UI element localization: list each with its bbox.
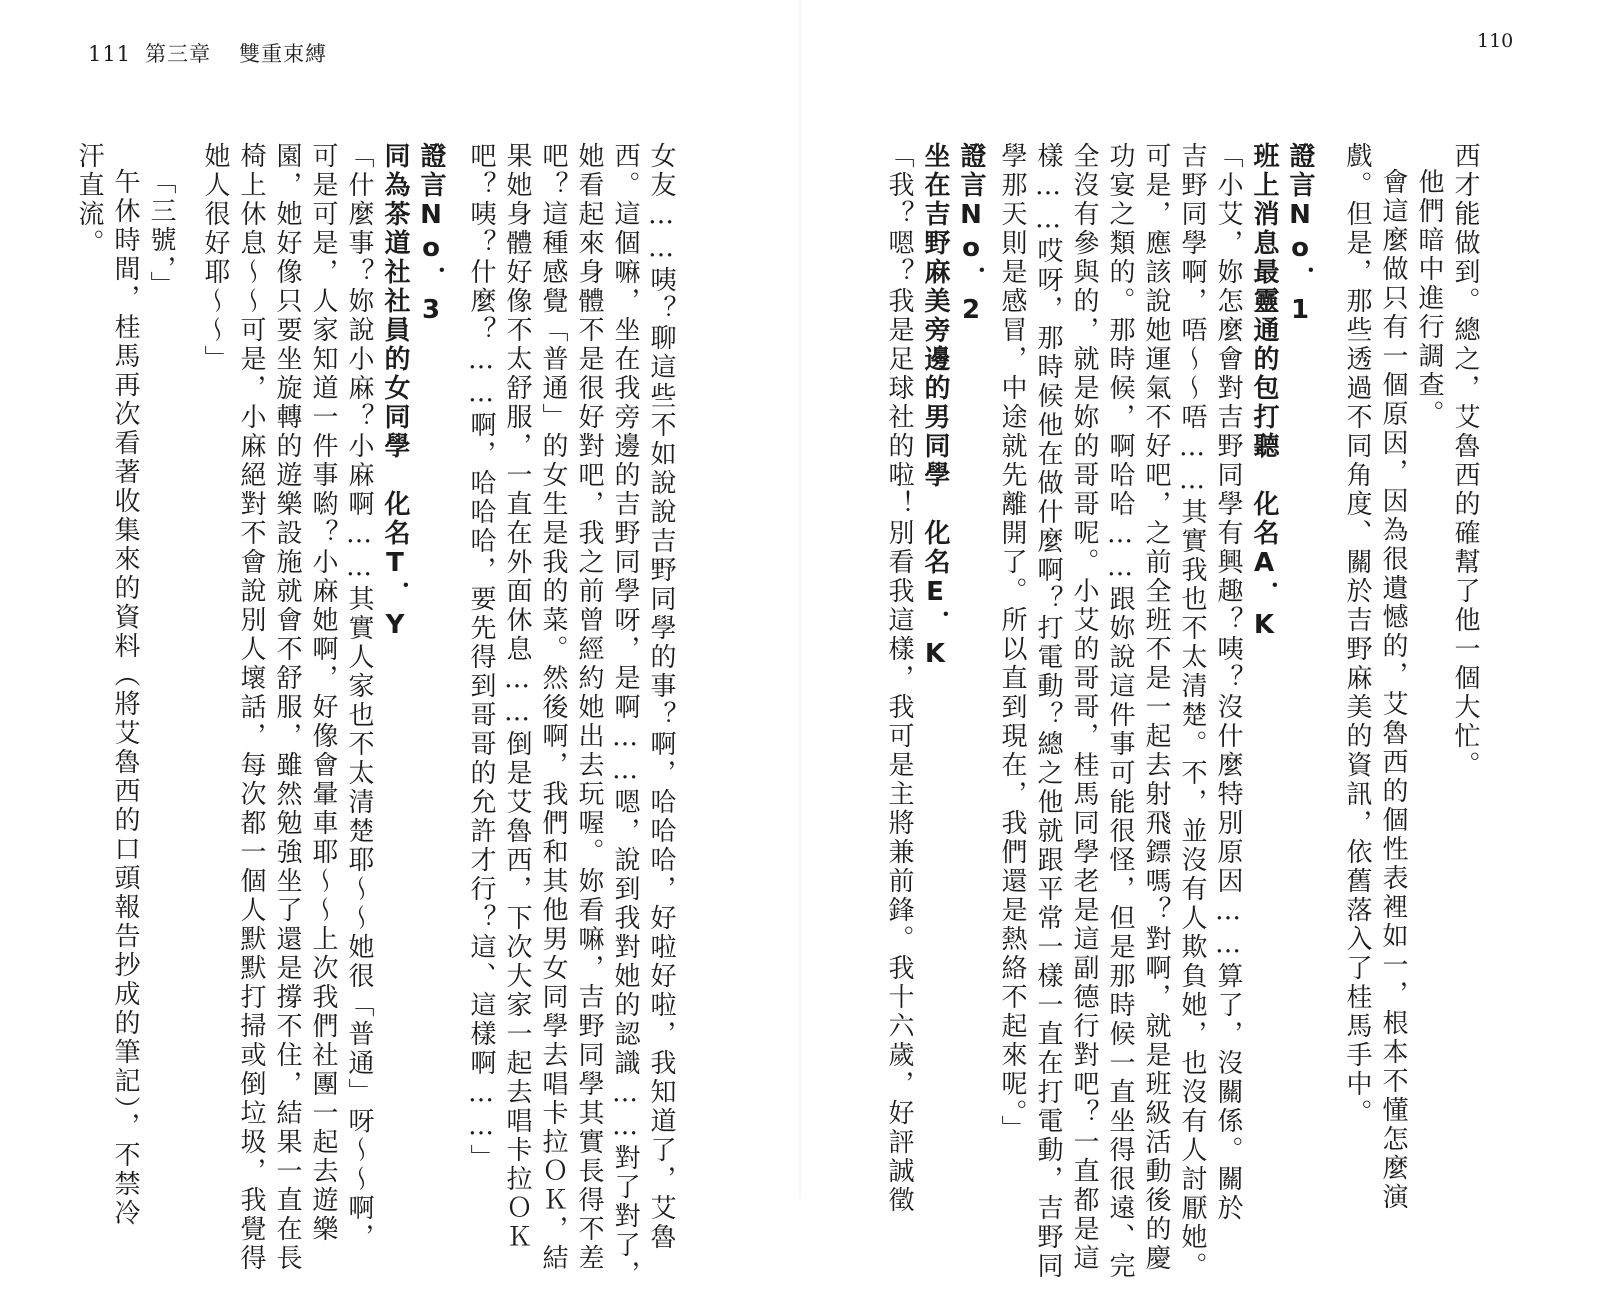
text-column: 「小艾，妳怎麼會對吉野同學有興趣？咦？沒什麼特別原因……算了，沒關係。關於 (1213, 142, 1243, 1223)
text-column: 西。這個嘛，坐在我旁邊的吉野同學呀，是啊……嗯，說到我對她的認識……對了對了， (610, 142, 640, 1289)
text-column: 他們暗中進行調查。 (1414, 168, 1444, 429)
text-column: 午休時間，桂馬再次看著收集來的資料（將艾魯西的口頭報告抄成的筆記），不禁冷 (110, 168, 140, 1228)
text-column: 她看起來身體不是很好對吧，我之前曾經約她出去玩喔。妳看嘛，吉野同學其實長得不差 (574, 142, 604, 1273)
text-column: 西才能做到。總之，艾魯西的確幫了他一個大忙。 (1450, 142, 1480, 780)
text-column: 全沒有參與的，就是妳的哥哥呢。小艾的哥哥，桂馬同學老是這副德行對吧？一直都是這 (1069, 142, 1099, 1273)
text-column: 她人很好耶～～」 (200, 142, 230, 374)
text-column: 「三號，」 (146, 168, 176, 300)
text-column: 椅上休息～～可是，小麻絕對不會說別人壞話，每次都一個人默默打掃或倒垃圾，我覺得 (236, 142, 266, 1273)
left-page-header (88, 38, 327, 68)
text-column: 戲。但是，那些透過不同角度、關於吉野麻美的資訊，依舊落入了桂馬手中。 (1342, 142, 1372, 1128)
text-column: 吧？咦？什麼？……啊，哈哈哈，要先得到哥哥的允許才行？這、這樣啊……」 (466, 142, 496, 1173)
testimony-source: 坐在吉野麻美旁邊的男同學 化名E．K (920, 142, 950, 672)
page-gutter (798, 0, 802, 1199)
text-column: 吉野同學啊，唔～～唔……其實我也不太清楚。不，並沒有人欺負她，也沒有人討厭她。 (1177, 142, 1207, 1281)
testimony-heading: 證言No．2 (956, 142, 986, 328)
testimony-source: 班上消息最靈通的包打聽 化名A．K (1249, 142, 1279, 643)
testimony-heading: 證言No．1 (1285, 142, 1315, 328)
text-column: 可是，應該說她運氣不好吧，之前全班不是一起去射飛鏢嗎？對啊，就是班級活動後的慶 (1141, 142, 1171, 1273)
left-page-number: 111 (88, 42, 132, 66)
text-column: 汗直流。 (74, 142, 104, 258)
text-column: 「我？嗯？我是足球社的啦！別看我這樣，我可是主將兼前鋒。我十六歲，好評誠徵 (884, 142, 914, 1215)
text-column: 「什麼事？妳說小麻？小麻啊……其實人家也不太清楚耶～～她很「普通」呀～～啊， (344, 142, 374, 1252)
chapter-title: 雙重束縛 (239, 42, 328, 66)
text-column: 園，她好像只要坐旋轉的遊樂設施就會不舒服，雖然勉強坐了還是撐不住，結果一直在長 (272, 142, 302, 1273)
text-column: 女友……咦？聊這些不如說說吉野同學的事？啊，哈哈哈，好啦好啦，我知道了，艾魯 (646, 142, 676, 1252)
text-column: 學那天則是感冒，中途就先離開了。所以直到現在，我們還是熱絡不起來呢。」 (997, 142, 1027, 1144)
text-column: 功宴之類的。那時候，啊哈哈……跟妳說這件事可能很怪，但是那時候一直坐得很遠、完 (1105, 142, 1135, 1281)
text-column: 果她身體好像不太舒服，一直在外面休息……倒是艾魯西，下次大家一起去唱卡拉ＯＫ (502, 142, 532, 1252)
text-column: 可是可是，人家知道一件事喲？小麻她啊，好像會暈車耶～～上次我們社團一起去遊樂 (308, 142, 338, 1244)
chapter-label: 第三章 (145, 42, 212, 66)
right-page-number: 110 (1477, 30, 1514, 52)
text-column: 會這麼做只有一個原因，因為很遺憾的，艾魯西的個性表裡如一，根本不懂怎麼演 (1378, 168, 1408, 1212)
text-column: 樣……哎呀，那時候他在做什麼啊？打電動？總之他就跟平常一樣一直在打電動，吉野同 (1033, 142, 1063, 1281)
testimony-source: 同為茶道社社員的女同學 化名T．Y (380, 142, 410, 643)
testimony-heading: 證言No．3 (416, 142, 446, 328)
text-column: 吧？這種感覺「普通」的女生是我的菜。然後啊，我們和其他男女同學去唱卡拉ＯＫ，結 (538, 142, 568, 1273)
